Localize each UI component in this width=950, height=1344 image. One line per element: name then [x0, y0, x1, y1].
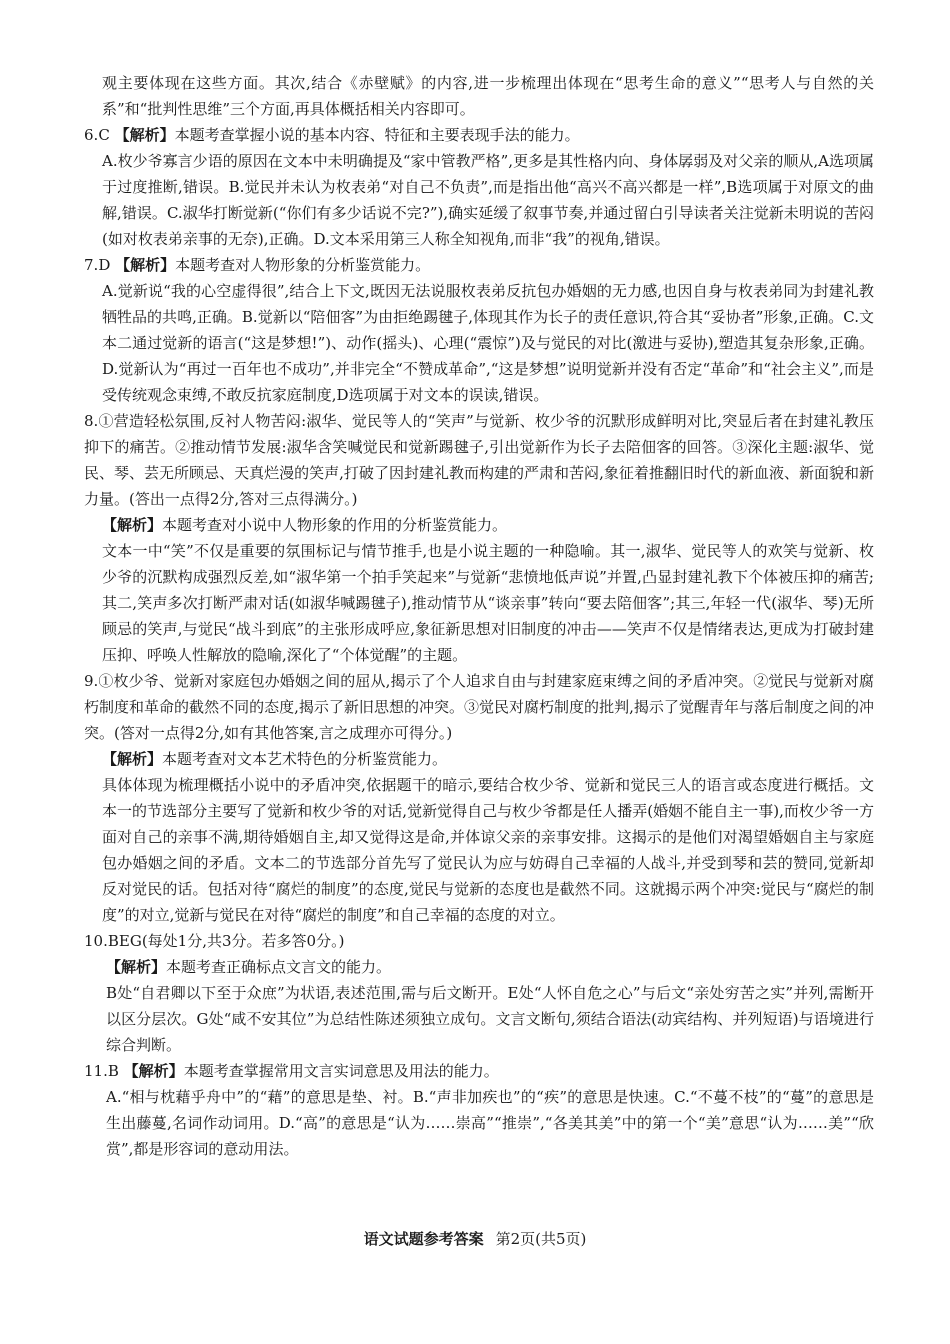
q9-body: 具体体现为梳理概括小说中的矛盾冲突,依据题干的暗示,要结合枚少爷、觉新和觉民三人的语言或态度进行概括。文本一的节选部分主要写了觉新和枚少爷的对话,觉新觉得自己与枚少爷都是任人播弄(婚姻不能自主一事),而枚少爷一方面对自己的亲事不满,期待婚姻自主,却又觉得这是命,并体谅父亲的亲事安排。这揭示的是他们对渴望婚姻自主与家庭包办婚姻之间的矛盾。文本二的节选部分首先写了觉民认为应与妨碍自己幸福的人战斗,并受到琴和芸的赞同,觉新却反对觉民的话。包括对待“腐烂的制度”的态度,觉民与觉新的态度也是截然不同。这就揭示两个冲突:觉民与“腐烂的制度”的对立,觉新与觉民在对待“腐烂的制度”和自己幸福的态度的对立。 [102, 776, 874, 924]
intro-paragraph: 观主要体现在这些方面。其次,结合《赤壁赋》的内容,进一步梳理出体现在“思考生命的意义”“思考人与自然的关系”和“批判性思维”三个方面,再具体概括相关内容即可。 [102, 74, 874, 118]
q9-answer-paragraph [84, 668, 874, 746]
q10-analysis-tag: 【解析】 [106, 958, 167, 976]
q10-lead: 本题考查正确标点文言文的能力。 [166, 958, 392, 976]
q9-number: 9. [84, 672, 99, 690]
q9-analysis-tag: 【解析】 [102, 750, 163, 768]
q7-answer: D [98, 256, 111, 274]
q6-lead: 本题考查掌握小说的基本内容、特征和主要表现手法的能力。 [174, 126, 580, 144]
footer-title: 语文试题参考答案 [363, 1230, 484, 1248]
q9-analysis-header [84, 746, 874, 772]
q10-analysis-header [84, 954, 874, 980]
q7-analysis-tag: 【解析】 [115, 256, 176, 274]
q11-number: 11. [84, 1062, 108, 1080]
q8-lead: 本题考查对小说中人物形象的作用的分析鉴赏能力。 [162, 516, 508, 534]
q7-number: 7. [84, 256, 99, 274]
q6-body: A.枚少爷寡言少语的原因在文本中未明确提及“家中管教严格”,更多是其性格内向、身体孱弱及对父亲的顺从,A选项属于过度推断,错误。B.觉民并未认为枚表弟“对自己不负责”,而是指出他“高兴不高兴都是一样”,B选项属于对原文的曲解,错误。C.淑华打断觉新(“你们有多少话说不完?”),确实延缓了叙事节奏,并通过留白引导读者关注觉新未明说的苦闷(如对枚表弟亲事的无奈),正确。D.文本采用第三人称全知视角,而非“我”的视角,错误。 [102, 152, 874, 248]
q6-analysis-tag: 【解析】 [114, 126, 175, 144]
q11-header [84, 1058, 874, 1084]
q8-analysis-header [84, 512, 874, 538]
q11-lead: 本题考查掌握常用文言实词意思及用法的能力。 [183, 1062, 499, 1080]
page-footer [0, 1228, 950, 1249]
q7-body: A.觉新说“我的心空虚得很”,结合上下文,既因无法说服枚表弟反抗包办婚姻的无力感,也因自身与枚表弟同为封建礼教牺牲品的共鸣,正确。B.觉新以“陪佃客”为由拒绝踢毽子,体现其作为长子的责任意识,符合其“妥协者”形象,正确。C.文本二通过觉新的语言(“这是梦想!”)、动作(摇头)、心理(“震惊”)及与觉民的对比(激进与妥协),塑造其复杂形象,正确。D.觉新认为“再过一百年也不成功”,并非完全“不赞成革命”,“这是梦想”说明觉新并没有否定“革命”和“社会主义”,而是受传统观念束缚,不敢反抗家庭制度,D选项属于对文本的误读,错误。 [102, 282, 874, 404]
q6-number: 6. [84, 126, 99, 144]
q8-number: 8. [84, 412, 99, 430]
footer-page-number: 第2页(共5页) [495, 1230, 587, 1248]
q10-number: 10. [84, 932, 108, 950]
q10-answer: BEG(每处1分,共3分。若多答0分。) [107, 932, 345, 950]
q8-analysis-tag: 【解析】 [102, 516, 163, 534]
q7-header [84, 252, 874, 278]
q11-analysis-tag: 【解析】 [123, 1062, 184, 1080]
q11-body: A.“相与枕藉乎舟中”的“藉”的意思是垫、衬。B.“声非加疾也”的“疾”的意思是快速。C.“不蔓不枝”的“蔓”的意思是生出藤蔓,名词作动词用。D.“高”的意思是“认为……崇高”“推崇”,“各美其美”中的第一个“美”意思“认为……美”“欣赏”,都是形容词的意动用法。 [106, 1088, 874, 1158]
q7-lead: 本题考查对人物形象的分析鉴赏能力。 [175, 256, 431, 274]
q9-lead: 本题考查对文本艺术特色的分析鉴赏能力。 [162, 750, 448, 768]
answer-page [84, 70, 874, 1162]
q6-answer: C [98, 126, 110, 144]
q10-body: B处“自君卿以下至于众庶”为状语,表述范围,需与后文断开。E处“人怀自危之心”与后文“亲处穷苦之实”并列,需断开以区分层次。G处“咸不安其位”为总结性陈述须独立成句。文言文断句,须结合语法(动宾结构、并列短语)与语境进行综合判断。 [106, 984, 874, 1054]
q8-answer-paragraph [84, 408, 874, 512]
q8-body: 文本一中“笑”不仅是重要的氛围标记与情节推手,也是小说主题的一种隐喻。其一,淑华、觉民等人的欢笑与觉新、枚少爷的沉默构成强烈反差,如“淑华第一个拍手笑起来”与觉新“悲愤地低声说”并置,凸显封建礼教下个体被压抑的痛苦;其二,笑声多次打断严肃对话(如淑华喊踢毽子),推动情节从“谈亲事”转向“要去陪佃客”;其三,年轻一代(淑华、琴)无所顾忌的笑声,与觉民“战斗到底”的主张形成呼应,象征新思想对旧制度的冲击——笑声不仅是情绪表达,更成为打破封建压抑、呼唤人性解放的隐喻,深化了“个体觉醒”的主题。 [102, 542, 874, 664]
q8-answer: ①营造轻松氛围,反衬人物苦闷:淑华、觉民等人的“笑声”与觉新、枚少爷的沉默形成鲜明对比,突显后者在封建礼教压抑下的痛苦。②推动情节发展:淑华含笑喊觉民和觉新踢毽子,引出觉新作为长子去陪佃客的回答。③深化主题:淑华、觉民、琴、芸无所顾忌、天真烂漫的笑声,打破了因封建礼教而构建的严肃和苦闷,象征着推翻旧时代的新血液、新面貌和新力量。(答出一点得2分,答对三点得满分。) [84, 412, 874, 508]
q6-header [84, 122, 874, 148]
q11-answer: B [107, 1062, 119, 1080]
q10-header [84, 928, 874, 954]
q9-answer: ①枚少爷、觉新对家庭包办婚姻之间的屈从,揭示了个人追求自由与封建家庭束缚之间的矛盾冲突。②觉民与觉新对腐朽制度和革命的截然不同的态度,揭示了新旧思想的冲突。③觉民对腐朽制度的批判,揭示了觉醒青年与落后制度之间的冲突。(答对一点得2分,如有其他答案,言之成理亦可得分。) [84, 672, 874, 742]
